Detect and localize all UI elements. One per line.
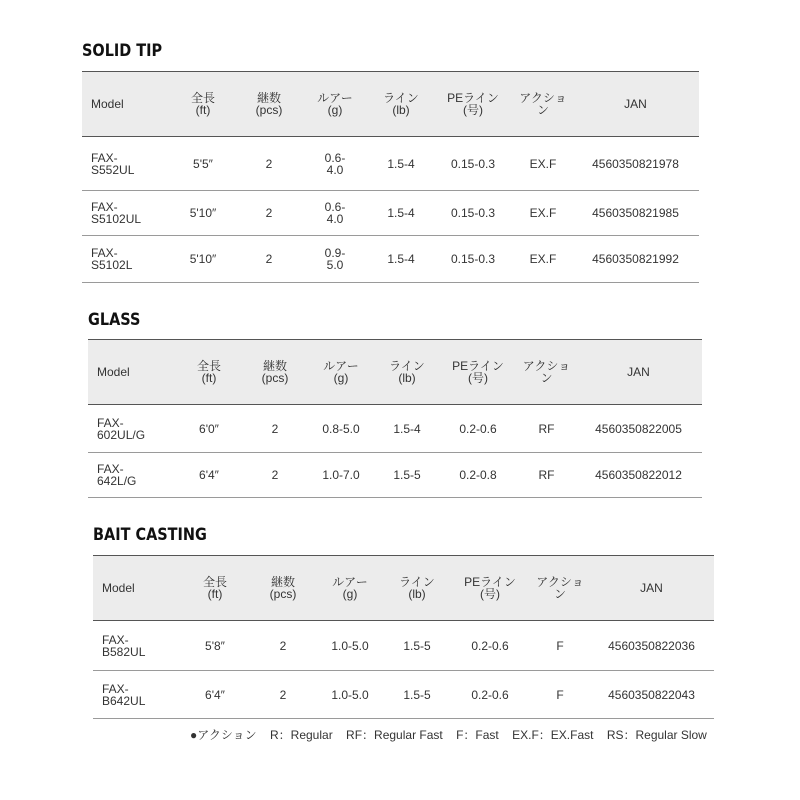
- cell-action: EX.F: [529, 252, 557, 266]
- legend-item: RS：Regular Slow: [606, 728, 707, 742]
- header-action: アクショ ン: [522, 359, 571, 385]
- table-row: [88, 453, 702, 498]
- header-lure: ルアー (g): [323, 359, 359, 385]
- cell-pe-line: 0.2-0.6: [471, 638, 509, 653]
- cell-lure: 1.0-7.0: [322, 468, 360, 482]
- header-pcs: 継数 (pcs): [269, 575, 297, 601]
- cell-line: 1.5-5: [393, 468, 421, 482]
- header-model: Model: [97, 365, 130, 379]
- cell-jan: 4560350821985: [592, 206, 679, 220]
- header-line: ライン (lb): [399, 575, 435, 601]
- cell-pcs: 2: [271, 468, 279, 482]
- spec-table: [82, 71, 699, 283]
- cell-line: 1.5-5: [403, 638, 431, 653]
- cell-model: FAX- 602UL/G: [97, 415, 146, 442]
- section-title: SOLID TIP: [82, 41, 163, 61]
- legend-item: F：Fast: [456, 728, 499, 742]
- header-pe-line: PEライン (号): [447, 91, 499, 117]
- cell-line: 1.5-4: [393, 421, 421, 436]
- cell-pcs: 2: [279, 638, 287, 653]
- header-action: アクショ ン: [519, 91, 567, 117]
- cell-pe-line: 0.15-0.3: [450, 252, 496, 266]
- header-length: 全長 (ft): [202, 575, 227, 601]
- cell-pcs: 2: [265, 206, 273, 220]
- legend-item: RF：Regular Fast: [346, 728, 443, 742]
- action-legend: [190, 726, 707, 743]
- section-bait-casting: [93, 524, 714, 719]
- header-lure: ルアー (g): [332, 575, 368, 601]
- cell-pcs: 2: [271, 421, 279, 436]
- header-model: Model: [102, 581, 135, 595]
- cell-jan: 4560350822036: [608, 638, 695, 653]
- cell-length: 6'0″: [199, 421, 219, 436]
- cell-lure: 0.6- 4.0: [324, 200, 346, 226]
- table-row: [82, 137, 699, 191]
- cell-jan: 4560350821992: [592, 252, 679, 266]
- legend-item: EX.F：EX.Fast: [512, 728, 594, 742]
- cell-pe-line: 0.15-0.3: [450, 206, 496, 220]
- cell-action: RF: [538, 468, 555, 482]
- table-header-row: [82, 72, 699, 137]
- cell-jan: 4560350822043: [608, 687, 695, 702]
- header-lure: ルアー (g): [317, 91, 353, 117]
- cell-pe-line: 0.2-0.6: [459, 421, 497, 436]
- cell-model: FAX- B582UL: [102, 632, 146, 659]
- cell-action: RF: [538, 421, 555, 436]
- legend-item: R：Regular: [270, 728, 333, 742]
- header-length: 全長 (ft): [196, 359, 221, 385]
- cell-jan: 4560350822012: [595, 468, 682, 482]
- cell-length: 5'10″: [189, 252, 217, 266]
- cell-model: FAX- B642UL: [102, 681, 146, 708]
- header-pcs: 継数 (pcs): [255, 91, 283, 117]
- table-row: [93, 671, 714, 719]
- cell-pe-line: 0.2-0.8: [459, 468, 497, 482]
- header-action: アクショ ン: [536, 575, 584, 601]
- cell-action: F: [556, 687, 564, 702]
- table-header-row: [93, 556, 714, 621]
- cell-lure: 0.6- 4.0: [324, 150, 346, 177]
- spec-table: [88, 339, 702, 498]
- header-pcs: 継数 (pcs): [261, 359, 289, 385]
- cell-pe-line: 0.2-0.6: [471, 687, 509, 702]
- cell-line: 1.5-4: [387, 206, 415, 220]
- header-line: ライン (lb): [383, 91, 419, 117]
- cell-length: 5'5″: [193, 156, 213, 171]
- table-row: [82, 191, 699, 236]
- cell-pe-line: 0.15-0.3: [450, 156, 496, 171]
- section-title: GLASS: [88, 310, 141, 330]
- cell-length: 6'4″: [205, 687, 225, 702]
- header-pe-line: PEライン (号): [452, 359, 504, 385]
- cell-length: 6'4″: [199, 468, 219, 482]
- section-title: BAIT CASTING: [93, 525, 207, 545]
- cell-pcs: 2: [265, 252, 273, 266]
- cell-pcs: 2: [279, 687, 287, 702]
- cell-line: 1.5-4: [387, 252, 415, 266]
- section-solid-tip: [82, 40, 699, 283]
- cell-action: EX.F: [529, 156, 557, 171]
- cell-pcs: 2: [265, 156, 273, 171]
- cell-jan: 4560350821978: [592, 156, 679, 171]
- cell-model: FAX- S552UL: [91, 150, 135, 177]
- spec-table: [93, 555, 714, 719]
- cell-model: FAX- S5102L: [91, 246, 133, 272]
- legend-title: ●アクション: [190, 728, 257, 742]
- header-pe-line: PEライン (号): [464, 575, 516, 601]
- cell-lure: 0.9- 5.0: [324, 246, 346, 272]
- table-row: [82, 236, 699, 283]
- table-row: [88, 405, 702, 453]
- cell-length: 5'10″: [189, 206, 217, 220]
- header-model: Model: [91, 97, 124, 111]
- cell-model: FAX- 642L/G: [97, 462, 137, 488]
- header-length: 全長 (ft): [190, 91, 215, 117]
- cell-model: FAX- S5102UL: [91, 200, 142, 226]
- cell-lure: 1.0-5.0: [331, 687, 369, 702]
- header-jan: JAN: [640, 581, 663, 595]
- cell-jan: 4560350822005: [595, 421, 682, 436]
- cell-action: F: [556, 638, 564, 653]
- header-jan: JAN: [624, 97, 647, 111]
- cell-action: EX.F: [529, 206, 557, 220]
- cell-lure: 1.0-5.0: [331, 638, 369, 653]
- table-row: [93, 621, 714, 671]
- cell-lure: 0.8-5.0: [322, 421, 360, 436]
- cell-line: 1.5-5: [403, 687, 431, 702]
- header-line: ライン (lb): [389, 359, 425, 385]
- cell-length: 5'8″: [205, 638, 225, 653]
- cell-line: 1.5-4: [387, 156, 415, 171]
- header-jan: JAN: [627, 365, 650, 379]
- section-glass: [88, 309, 702, 498]
- table-header-row: [88, 340, 702, 405]
